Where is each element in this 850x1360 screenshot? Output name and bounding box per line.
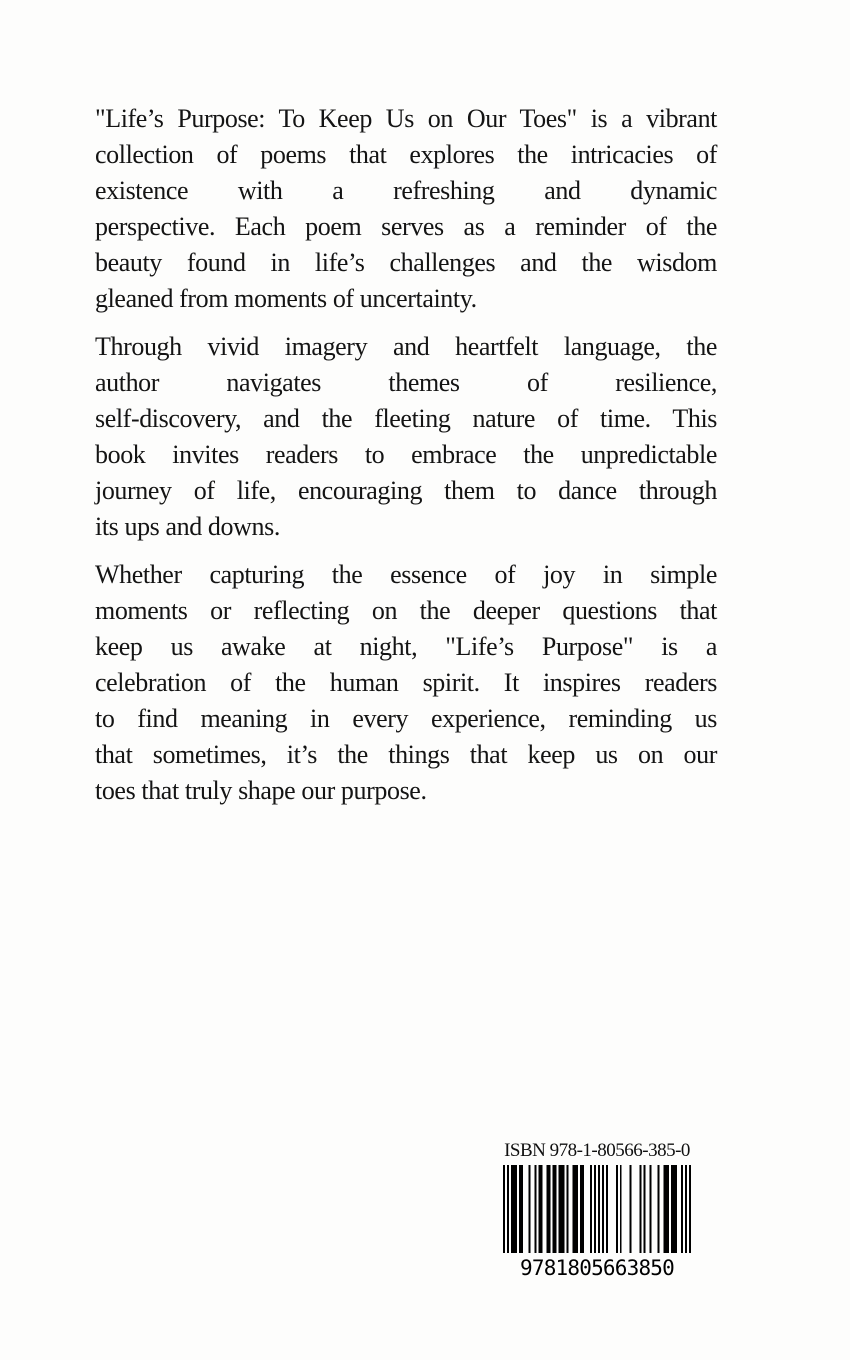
blurb-line: self-discovery, and the fleeting nature of time. This: [95, 404, 717, 433]
blurb-line: "Life’s Purpose: To Keep Us on Our Toes" is a vibrant: [95, 104, 717, 133]
blurb-line: Whether capturing the essence of joy in simple: [95, 560, 717, 589]
blurb-line: to find meaning in every experience, reminding us: [95, 704, 717, 733]
blurb-line: beauty found in life’s challenges and the wisdom: [95, 248, 717, 277]
blurb-line: gleaned from moments of uncertainty.: [95, 284, 477, 313]
isbn-label: ISBN 978-1-80566-385-0: [504, 1140, 690, 1161]
blurb-paragraph: [95, 101, 717, 317]
blurb: [95, 101, 717, 821]
blurb-line: author navigates themes of resilience,: [95, 368, 717, 397]
blurb-line: collection of poems that explores the intricacies of: [95, 140, 717, 169]
isbn-barcode: [503, 1165, 691, 1253]
blurb-line: keep us awake at night, "Life’s Purpose" is a: [95, 632, 717, 661]
blurb-line: that sometimes, it’s the things that keep us on our: [95, 740, 717, 769]
blurb-line: celebration of the human spirit. It inspires readers: [95, 668, 717, 697]
isbn-block: [492, 1140, 702, 1281]
blurb-line: its ups and downs.: [95, 512, 280, 541]
blurb-line: journey of life, encouraging them to dance through: [95, 476, 717, 505]
blurb-line: moments or reflecting on the deeper questions that: [95, 596, 717, 625]
blurb-line: Through vivid imagery and heartfelt language, the: [95, 332, 717, 361]
blurb-line: toes that truly shape our purpose.: [95, 776, 427, 805]
blurb-paragraph: [95, 329, 717, 545]
isbn-digits: 9781805663850: [520, 1256, 674, 1280]
blurb-paragraph: [95, 557, 717, 809]
blurb-line: perspective. Each poem serves as a reminder of the: [95, 212, 717, 241]
blurb-line: book invites readers to embrace the unpredictable: [95, 440, 717, 469]
blurb-line: existence with a refreshing and dynamic: [95, 176, 717, 205]
